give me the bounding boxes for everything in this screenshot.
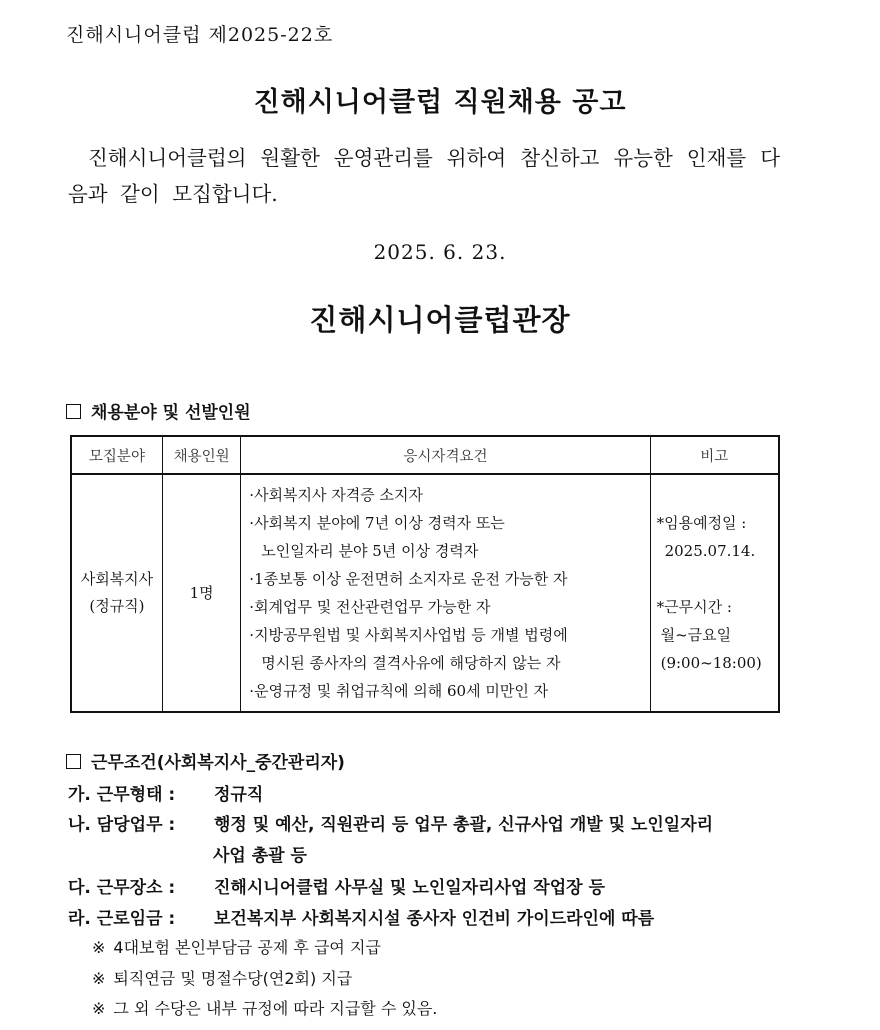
cell-count: 1명: [162, 474, 240, 712]
colon: :: [168, 878, 176, 898]
footnote-text: 퇴직연금 및 명절수당(연2회) 지급: [113, 969, 353, 988]
cell-remarks: [650, 474, 779, 712]
document-number: 진해시니어클럽 제2025-22호: [66, 24, 334, 46]
section-heading-conditions: [66, 748, 345, 773]
remark-line: (9:00~18:00): [660, 654, 762, 672]
column-header: 비고: [650, 436, 779, 474]
condition-value: 정규직: [214, 785, 264, 805]
footnote-text: 4대보험 본인부담금 공제 후 급여 지급: [113, 938, 381, 957]
condition-item: [68, 904, 654, 929]
page-title: 진해시니어클럽 직원채용 공고: [253, 87, 627, 118]
requirement-line: ·운영규정 및 취업규칙에 의해 60세 미만인 자: [249, 682, 549, 700]
column-header: 모집분야: [71, 436, 162, 474]
announcement-date: 2025. 6. 23.: [373, 240, 507, 264]
remark-line: *근무시간 :: [656, 598, 732, 616]
remark-line: *임용예정일 :: [656, 514, 747, 532]
checkbox-square-icon: [66, 754, 81, 769]
requirement-line: ·사회복지 분야에 7년 이상 경력자 또는: [249, 514, 505, 532]
condition-item: [68, 873, 605, 898]
reference-mark-icon: ※: [92, 999, 106, 1018]
colon: :: [168, 785, 176, 805]
intro-paragraph: [68, 140, 780, 212]
colon: :: [168, 909, 176, 929]
recruitment-table: [70, 435, 780, 713]
table-header-row: [71, 436, 779, 474]
checkbox-square-icon: [66, 404, 81, 419]
requirement-line: ·회계업무 및 전산관련업무 가능한 자: [249, 598, 491, 616]
condition-item: [68, 810, 713, 835]
condition-label: 라. 근로임금: [68, 909, 163, 929]
condition-item: [68, 780, 263, 805]
requirement-line: ·사회복지사 자격증 소지자: [249, 486, 423, 504]
section-heading-text: 근무조건(사회복지사_중간관리자): [91, 753, 345, 773]
condition-label: 다. 근무장소: [68, 878, 163, 898]
column-header: 채용인원: [162, 436, 240, 474]
condition-value-continued: 사업 총괄 등: [213, 846, 307, 866]
section-heading-recruitment: [66, 398, 251, 423]
condition-value: 보건복지부 사회복지시설 종사자 인건비 가이드라인에 따름: [214, 909, 655, 929]
footnote: [92, 996, 437, 1019]
intro-text: 진해시니어클럽의 원활한 운영관리를 위하여 참신하고 유능한 인재를 다음과 같이 모집합니다.: [68, 146, 780, 206]
condition-value: 행정 및 예산, 직원관리 등 업무 총괄, 신규사업 개발 및 노인일자리: [214, 815, 714, 835]
section-heading-text: 채용분야 및 선발인원: [91, 403, 251, 423]
column-header: 응시자격요건: [241, 436, 650, 474]
reference-mark-icon: ※: [92, 938, 106, 957]
reference-mark-icon: ※: [92, 969, 106, 988]
remark-line: 2025.07.14.: [664, 542, 756, 560]
field-type: (정규직): [89, 597, 145, 615]
requirement-line: ·1종보통 이상 운전면허 소지자로 운전 가능한 자: [249, 570, 568, 588]
cell-field: [71, 474, 162, 712]
remark-line: [657, 565, 774, 593]
cell-requirements: [241, 474, 650, 712]
colon: :: [168, 815, 176, 835]
requirement-line: ·지방공무원법 및 사회복지사업법 등 개별 법령에: [249, 626, 568, 644]
condition-label: 나. 담당업무: [68, 815, 163, 835]
requirement-line: 노인일자리 분야 5년 이상 경력자: [261, 542, 479, 560]
footnote: [92, 935, 381, 958]
footnote: [92, 966, 352, 989]
table-row: [71, 474, 779, 712]
remark-line: 월~금요일: [660, 626, 732, 644]
issuer-signature: 진해시니어클럽관장: [309, 303, 571, 337]
condition-label: 가. 근무형태: [68, 785, 163, 805]
requirement-line: 명시된 종사자의 결격사유에 해당하지 않는 자: [261, 654, 561, 672]
condition-value: 진해시니어클럽 사무실 및 노인일자리사업 작업장 등: [214, 878, 605, 898]
field-name: 사회복지사: [80, 570, 154, 588]
footnote-text: 그 외 수당은 내부 규정에 따라 지급할 수 있음.: [113, 999, 438, 1018]
